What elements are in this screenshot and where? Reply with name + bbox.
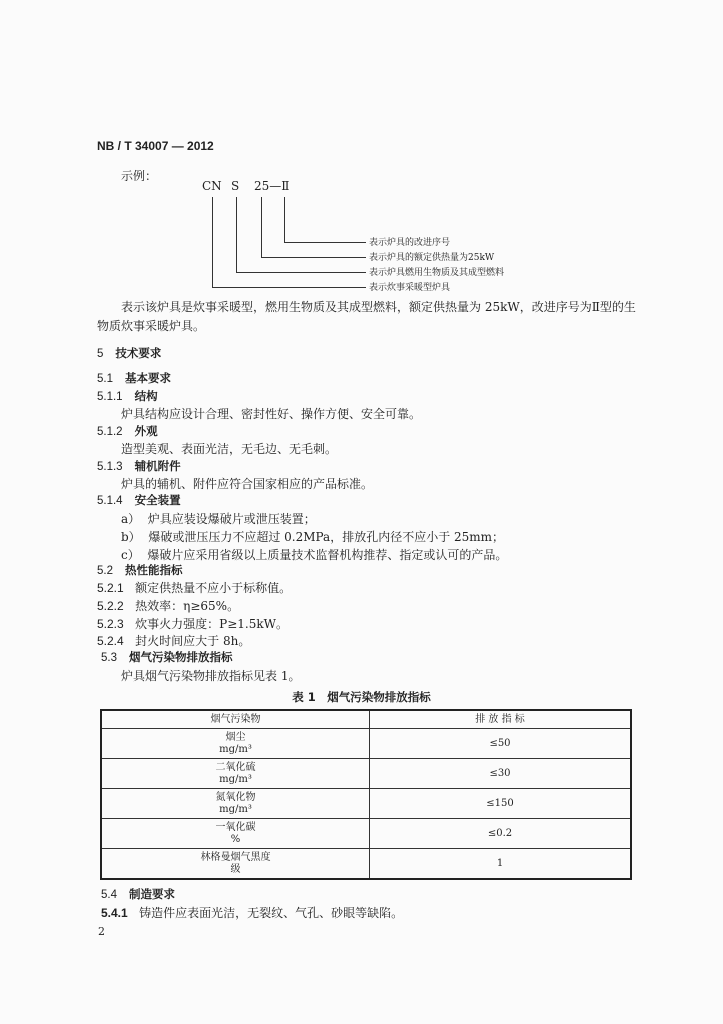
section-heading	[101, 886, 175, 902]
code-number: 25—Ⅱ	[254, 179, 290, 193]
pollutant-cell	[101, 789, 370, 819]
document-header: NB / T 34007 — 2012	[97, 139, 214, 153]
explanation-line: 物质炊事采暖炉具。	[97, 319, 206, 333]
section-heading	[97, 458, 181, 474]
bracket-line	[261, 257, 366, 258]
table-row	[101, 849, 631, 880]
section-number: 5.4	[101, 889, 117, 901]
bracket-line	[236, 272, 366, 273]
table-row	[101, 759, 631, 789]
clause-text: 铸造件应表面光洁，无裂纹、气孔、砂眼等缺陷。	[139, 906, 404, 920]
clause-number: 5.2.2	[97, 599, 124, 613]
section-number: 5.2	[97, 565, 113, 577]
section-heading	[97, 345, 161, 361]
section-title: 制造要求	[129, 887, 176, 901]
clause	[97, 615, 288, 632]
table-header: 排 放 指 标	[370, 710, 632, 729]
section-heading	[97, 562, 183, 578]
paragraph: 造型美观、表面光洁，无毛边、无毛刺。	[121, 442, 338, 456]
pollutant-name: 氮氧化物	[215, 791, 256, 803]
bracket-line	[284, 242, 366, 243]
annotation: 表示炉具燃用生物质及其成型燃料	[369, 268, 505, 278]
limit-cell: ≤30	[370, 759, 632, 789]
list-text: 炉具应装设爆破片或泄压装置；	[147, 512, 316, 526]
section-title: 技术要求	[115, 346, 162, 360]
section-heading	[97, 492, 181, 508]
list-label: b）	[121, 530, 141, 544]
limit-cell: ≤0.2	[370, 819, 632, 849]
pollutant-name: 一氧化碳	[215, 821, 256, 833]
annotation: 表示炊事采暖型炉具	[369, 283, 451, 293]
explanation-line: 表示该炉具是炊事采暖型，燃用生物质及其成型燃料，额定供热量为 25kW，改进序号为Ⅱ型的生	[121, 300, 636, 314]
clause-number: 5.2.3	[97, 617, 124, 631]
section-number: 5.3	[101, 652, 117, 664]
page-number: 2	[98, 925, 105, 938]
code-s: S	[231, 179, 240, 193]
clause	[97, 632, 250, 649]
paragraph: 炉具的辅机、附件应符合国家相应的产品标准。	[121, 477, 374, 491]
annotation: 表示炉具的改进序号	[369, 238, 451, 248]
limit-cell: ≤50	[370, 729, 632, 759]
paragraph: 炉具烟气污染物排放指标见表 1。	[121, 669, 301, 683]
list-label: a）	[121, 512, 141, 526]
example-label: 示例：	[121, 169, 158, 183]
pollutant-unit: mg/m³	[219, 743, 252, 755]
clause	[101, 904, 403, 921]
section-heading	[97, 423, 158, 439]
section-heading	[101, 649, 233, 665]
pollutant-name: 烟尘	[225, 731, 246, 743]
list-item	[121, 546, 507, 563]
section-title: 外观	[134, 424, 158, 438]
section-number: 5.1.1	[97, 391, 123, 403]
pollutant-name: 林格曼烟气黑度	[200, 851, 271, 863]
section-number: 5.1.2	[97, 426, 123, 438]
list-label: c）	[121, 548, 140, 562]
pollutant-cell	[101, 849, 370, 880]
pollutant-unit: %	[230, 833, 241, 845]
table-row	[101, 729, 631, 759]
table-header-row	[101, 710, 631, 729]
bracket-line	[284, 197, 285, 242]
section-number: 5.1.4	[97, 495, 123, 507]
section-title: 安全装置	[134, 493, 181, 507]
pollutant-unit: 级	[230, 863, 241, 875]
table-row	[101, 789, 631, 819]
pollutant-cell	[101, 759, 370, 789]
bracket-line	[236, 197, 237, 272]
clause	[97, 597, 239, 614]
section-heading	[97, 370, 171, 386]
section-title: 热性能指标	[125, 563, 183, 577]
limit-cell: 1	[370, 849, 632, 880]
section-title: 结构	[134, 389, 158, 403]
table-header: 烟气污染物	[101, 710, 370, 729]
section-number: 5.1	[97, 373, 113, 385]
code-cn: CN	[202, 179, 222, 193]
list-item	[121, 510, 316, 527]
clause-number: 5.2.1	[97, 581, 124, 595]
clause	[97, 579, 291, 596]
section-number: 5	[97, 348, 104, 360]
clause-text: 炊事火力强度：P≥1.5kW。	[135, 617, 288, 631]
bracket-line	[212, 197, 213, 287]
clause-text: 热效率：η≥65%。	[135, 599, 240, 613]
clause-text: 额定供热量不应小于标称值。	[135, 581, 292, 595]
list-text: 爆破或泄压压力不应超过 0.2MPa，排放孔内径不应小于 25mm；	[148, 530, 505, 544]
annotation: 表示炉具的额定供热量为25kW	[369, 253, 495, 263]
paragraph: 炉具结构应设计合理、密封性好、操作方便、安全可靠。	[121, 407, 422, 421]
bracket-line	[261, 197, 262, 257]
pollutant-unit: mg/m³	[219, 773, 252, 785]
section-title: 基本要求	[125, 371, 172, 385]
section-title: 烟气污染物排放指标	[129, 650, 233, 664]
clause-number: 5.4.1	[101, 906, 128, 920]
table-caption: 表 1 烟气污染物排放指标	[292, 690, 431, 704]
emission-table	[100, 709, 632, 880]
clause-number: 5.2.4	[97, 634, 124, 648]
pollutant-name: 二氧化硫	[215, 761, 256, 773]
limit-cell: ≤150	[370, 789, 632, 819]
section-heading	[97, 388, 158, 404]
section-number: 5.1.3	[97, 461, 123, 473]
table-row	[101, 819, 631, 849]
pollutant-cell	[101, 819, 370, 849]
list-text: 爆破片应采用省级以上质量技术监督机构推荐、指定或认可的产品。	[147, 548, 508, 562]
pollutant-unit: mg/m³	[219, 803, 252, 815]
clause-text: 封火时间应大于 8h。	[135, 634, 251, 648]
pollutant-cell	[101, 729, 370, 759]
list-item	[121, 528, 504, 545]
section-title: 辅机附件	[134, 459, 181, 473]
bracket-line	[212, 287, 366, 288]
